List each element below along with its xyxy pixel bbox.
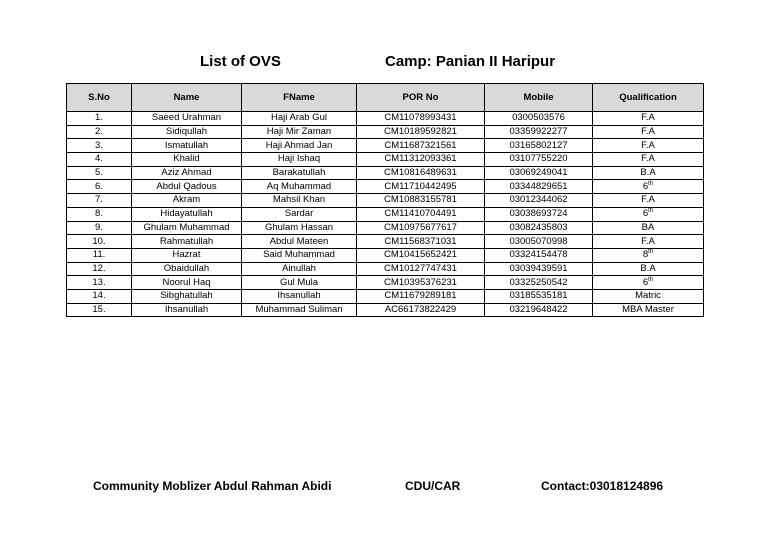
cell-sno: 1. xyxy=(67,112,132,126)
cell-fname: Sardar xyxy=(242,207,357,221)
cell-sno: 6. xyxy=(67,180,132,194)
table-row xyxy=(67,125,704,139)
cell-por: CM10415652421 xyxy=(357,248,485,262)
cell-por: CM10975677617 xyxy=(357,221,485,235)
cell-fname: Haji Ahmad Jan xyxy=(242,139,357,153)
qualification-value: Matric xyxy=(635,290,661,302)
table-row xyxy=(67,166,704,180)
qualification-value: B.A xyxy=(640,262,656,274)
cell-fname: Aq Muhammad xyxy=(242,180,357,194)
table-row xyxy=(67,248,704,262)
qualification-value: BA xyxy=(641,221,655,233)
cell-sno: 2. xyxy=(67,125,132,139)
cell-name: Abdul Qadous xyxy=(132,180,242,194)
cell-mobile: 03012344062 xyxy=(485,194,593,208)
cell-name: Rahmatullah xyxy=(132,235,242,249)
cell-qualification xyxy=(593,194,704,208)
table-row xyxy=(67,235,704,249)
footer-org: CDU/CAR xyxy=(405,479,461,493)
table-row xyxy=(67,303,704,317)
cell-por: CM11312093361 xyxy=(357,153,485,167)
cell-qualification xyxy=(593,112,704,126)
cell-mobile: 03039439591 xyxy=(485,262,593,276)
cell-name: Noorul Haq xyxy=(132,276,242,290)
qualification-value: B.A xyxy=(640,167,656,179)
cell-qualification xyxy=(593,289,704,303)
camp-title: Camp: Panian II Haripur xyxy=(385,53,556,70)
column-header-sno: S.No xyxy=(67,84,132,112)
cell-qualification xyxy=(593,276,704,290)
qualification-value: F.A xyxy=(641,139,655,151)
cell-sno: 9. xyxy=(67,221,132,235)
cell-name: Hazrat xyxy=(132,248,242,262)
cell-qualification xyxy=(593,235,704,249)
cell-fname: Barakatullah xyxy=(242,166,357,180)
cell-sno: 7. xyxy=(67,194,132,208)
cell-por: CM11679289181 xyxy=(357,289,485,303)
cell-por: CM11410704491 xyxy=(357,207,485,221)
cell-mobile: 03344829651 xyxy=(485,180,593,194)
cell-sno: 13. xyxy=(67,276,132,290)
cell-qualification xyxy=(593,139,704,153)
table-row xyxy=(67,153,704,167)
cell-por: AC66173822429 xyxy=(357,303,485,317)
cell-fname: Ainullah xyxy=(242,262,357,276)
cell-qualification xyxy=(593,248,704,262)
cell-qualification xyxy=(593,153,704,167)
cell-qualification xyxy=(593,221,704,235)
qualification-value: 8 xyxy=(642,249,649,261)
cell-mobile: 03325250542 xyxy=(485,276,593,290)
cell-por: CM11568371031 xyxy=(357,235,485,249)
cell-name: Aziz Ahmad xyxy=(132,166,242,180)
cell-por: CM10395376231 xyxy=(357,276,485,290)
cell-qualification xyxy=(593,303,704,317)
qualification-value: 6 xyxy=(642,180,649,192)
page-title: List of OVS xyxy=(200,53,281,70)
qualification-value: F.A xyxy=(641,194,655,206)
qualification-suffix: th xyxy=(648,208,654,214)
cell-mobile: 03219648422 xyxy=(485,303,593,317)
cell-name: Ghulam Muhammad xyxy=(132,221,242,235)
cell-por: CM11687321561 xyxy=(357,139,485,153)
cell-mobile: 03107755220 xyxy=(485,153,593,167)
cell-name: Khalid xyxy=(132,153,242,167)
qualification-value: MBA Master xyxy=(622,303,674,315)
cell-sno: 14. xyxy=(67,289,132,303)
cell-qualification xyxy=(593,207,704,221)
cell-sno: 12. xyxy=(67,262,132,276)
table-row xyxy=(67,221,704,235)
cell-sno: 11. xyxy=(67,248,132,262)
cell-sno: 5. xyxy=(67,166,132,180)
cell-mobile: 03359922277 xyxy=(485,125,593,139)
cell-por: CM10189592821 xyxy=(357,125,485,139)
cell-name: Ismatullah xyxy=(132,139,242,153)
column-header-name: Name xyxy=(132,84,242,112)
cell-sno: 8. xyxy=(67,207,132,221)
cell-mobile: 03005070998 xyxy=(485,235,593,249)
qualification-value: 6 xyxy=(642,208,649,220)
footer-mobilizer: Community Moblizer Abdul Rahman Abidi xyxy=(93,479,332,493)
qualification-suffix: th xyxy=(648,249,654,256)
cell-mobile: 0300503576 xyxy=(485,112,593,126)
table-header-row xyxy=(67,84,704,112)
cell-por: CM10883155781 xyxy=(357,194,485,208)
cell-qualification xyxy=(593,262,704,276)
cell-fname: Haji Arab Gul xyxy=(242,112,357,126)
table-row xyxy=(67,207,704,221)
qualification-value: F.A xyxy=(641,153,655,165)
cell-name: Sibghatullah xyxy=(132,289,242,303)
cell-qualification xyxy=(593,125,704,139)
cell-fname: Ghulam Hassan xyxy=(242,221,357,235)
column-header-mobile: Mobile xyxy=(485,84,593,112)
cell-fname: Abdul Mateen xyxy=(242,235,357,249)
cell-mobile: 03185535181 xyxy=(485,289,593,303)
column-header-qualification: Qualification xyxy=(593,84,704,112)
cell-fname: Haji Mir Zaman xyxy=(242,125,357,139)
footer-contact: Contact:03018124896 xyxy=(541,479,664,493)
cell-por: CM11710442495 xyxy=(357,180,485,194)
cell-mobile: 03165802127 xyxy=(485,139,593,153)
cell-name: Akram xyxy=(132,194,242,208)
cell-por: CM11078993431 xyxy=(357,112,485,126)
cell-name: Hidayatullah xyxy=(132,207,242,221)
column-header-fname: FName xyxy=(242,84,357,112)
cell-fname: Said Muhammad xyxy=(242,248,357,262)
cell-name: Obaidullah xyxy=(132,262,242,276)
cell-sno: 3. xyxy=(67,139,132,153)
qualification-value: F.A xyxy=(641,126,655,138)
cell-fname: Ihsanullah xyxy=(242,289,357,303)
cell-mobile: 03082435803 xyxy=(485,221,593,235)
cell-sno: 15. xyxy=(67,303,132,317)
cell-mobile: 03038693724 xyxy=(485,207,593,221)
cell-name: Saeed Urahman xyxy=(132,112,242,126)
table-row xyxy=(67,139,704,153)
cell-sno: 10. xyxy=(67,235,132,249)
cell-sno: 4. xyxy=(67,153,132,167)
cell-fname: Mahsil Khan xyxy=(242,194,357,208)
column-header-por: POR No xyxy=(357,84,485,112)
qualification-value: F.A xyxy=(641,235,655,247)
cell-qualification xyxy=(593,180,704,194)
table-row xyxy=(67,289,704,303)
table-row xyxy=(67,262,704,276)
cell-por: CM10127747431 xyxy=(357,262,485,276)
cell-name: Ihsanullah xyxy=(132,303,242,317)
cell-name: Sidiqullah xyxy=(132,125,242,139)
table-row xyxy=(67,276,704,290)
cell-fname: Muhammad Suliman xyxy=(242,303,357,317)
cell-fname: Gul Mula xyxy=(242,276,357,290)
cell-fname: Haji Ishaq xyxy=(242,153,357,167)
cell-por: CM10816489631 xyxy=(357,166,485,180)
cell-qualification xyxy=(593,166,704,180)
qualification-suffix: th xyxy=(648,276,654,283)
table-row xyxy=(67,194,704,208)
ovs-table xyxy=(66,83,704,317)
table-row xyxy=(67,180,704,194)
table-row xyxy=(67,112,704,126)
qualification-suffix: th xyxy=(648,180,654,187)
cell-mobile: 03324154478 xyxy=(485,248,593,262)
cell-mobile: 03069249041 xyxy=(485,166,593,180)
qualification-value: F.A xyxy=(641,112,655,124)
qualification-value: 6 xyxy=(642,276,649,288)
